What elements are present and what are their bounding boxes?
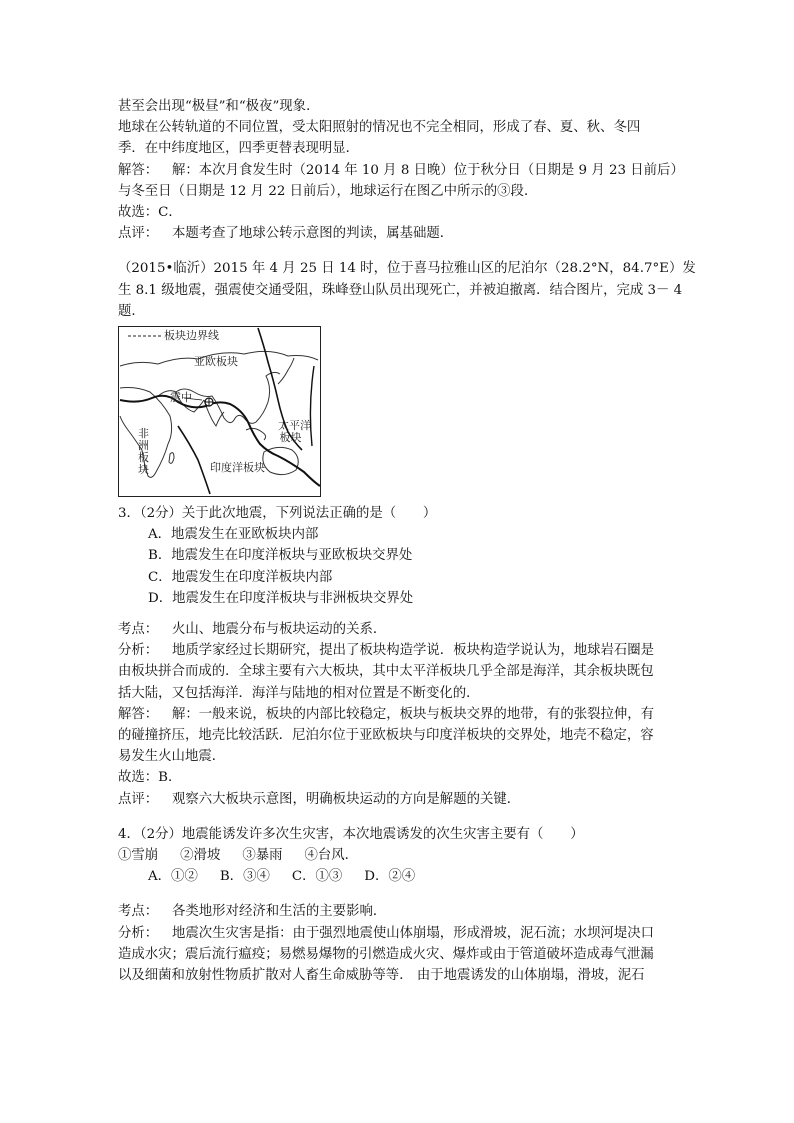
fenxi-line [118,640,678,661]
option-d: D．地震发生在印度洋板块与非洲板块交界处 [148,590,414,606]
jieda-label: 解答： [118,706,159,722]
option-a: A．地震发生在亚欧板块内部 [148,527,319,543]
item: ④台风． [304,848,359,864]
item: ①雪崩 [118,848,159,864]
pacific-plate-line: 板块 [279,431,302,445]
option-row [118,866,678,887]
fenxi-line: 括大陆，又包括海洋．海洋与陆地的相对位置是不断变化的． [118,685,480,701]
review-label: 点评： [118,791,159,807]
kaodian-line [118,901,678,922]
item: ③暴雨 [242,848,283,864]
african-plate-char: 非 [138,427,149,441]
text-line: 甚至会出现“极昼”和“极夜”现象． [118,99,320,114]
answer-text: 解：本次月食发生时（2014 年 10 月 8 日晚）位于秋分日（日期是 9 月 23 日前后） [172,162,684,178]
boundary-legend-label: 板块边界线 [164,329,219,343]
review-line [118,223,678,244]
answer-label: 解答： [118,162,159,178]
review-label: 点评： [118,226,159,242]
jieda-line: 的碰撞挤压，地壳比较活跃．尼泊尔位于亚欧板块与印度洋板块的交界处，地壳不稳定，容 [118,728,654,744]
kaodian-label: 考点： [118,904,159,920]
jieda-line [118,704,678,725]
review-text: 观察六大板块示意图，明确板块运动的方向是解题的关键． [172,791,521,807]
jieda-line: 易发生火山地震． [118,749,226,765]
epicenter-label: 震中 [170,391,192,405]
stem-line: （2015•临沂）2015 年 4 月 25 日 14 时，位于喜马拉雅山区的尼泊尔（28.2°N，84.7°E）发 [118,261,696,277]
fenxi-line: 由板块拼合而成的．全球主要有六大板块，其中太平洋板块几乎全部是海洋，其余板块既包 [118,664,654,680]
question-stem [118,258,696,322]
text-line: 地球在公转轨道的不同位置，受太阳照射的情况也不完全相同，形成了春、夏、秋、冬四 [118,120,641,136]
fenxi-text: 地震次生灾害是指：由于强烈地震使山体崩塌，形成滑坡，泥石流；水坝河堤决口 [172,925,655,941]
kaodian-label: 考点： [118,622,159,638]
plate-map-figure [118,326,321,497]
pacific-plate-line: 太平洋 [278,419,311,433]
stem-line: 生 8.1 级地震，强震使交通受阻，珠峰登山队员出现死亡，并被迫撤离．结合图片，完成 3－ 4 [118,282,683,298]
jieda-text: 解：一般来说，板块的内部比较稳定，板块与板块交界的地带，有的张裂拉伸，有 [172,706,655,722]
question-4 [118,824,678,986]
intro-paragraph [118,96,678,160]
eurasian-plate-label: 亚欧板块 [194,355,238,369]
option-b: B．地震发生在印度洋板块与亚欧板块交界处 [148,548,413,564]
fenxi-label: 分析： [118,925,159,941]
option-d: D．②④ [364,869,416,885]
option-a: A．①② [148,869,198,885]
answer-choice: 故选：B． [118,770,182,786]
question-text: 3．（2分）关于此次地震，下列说法正确的是（ ） [118,506,437,522]
pacific-plate-label [278,420,311,444]
indian-plate-label: 印度洋板块 [210,461,265,475]
african-plate-label [138,428,150,476]
kaodian-text: 各类地形对经济和生活的主要影响． [172,904,387,920]
text-line: 季．在中纬度地区，四季更替表现明显． [118,141,360,157]
fenxi-label: 分析： [118,643,159,659]
african-plate-char: 板 [138,451,149,465]
item-list [118,845,678,866]
fenxi-text: 地质学家经过长期研究，提出了板块构造学说．板块构造学说认为，地球岩石圈是 [172,643,655,659]
item: ②滑坡 [180,848,221,864]
kaodian-text: 火山、地震分布与板块运动的关系． [172,622,387,638]
fenxi-line [118,923,678,944]
answer-choice: 故选：C． [118,205,182,221]
fenxi-line: 造成水灾；震后流行瘟疫；易燃易爆物的引燃造成火灾、爆炸或由于管道破坏造成毒气泄漏 [118,946,654,962]
african-plate-char: 块 [138,463,149,477]
stem-line: 题． [118,303,145,319]
answer-line [118,160,684,181]
answer-line: 与冬至日（日期是 12 月 22 日前后），地球运行在图乙中所示的③段． [118,183,538,199]
question-3 [118,503,678,810]
review-line [118,789,678,810]
option-c: C．地震发生在印度洋板块内部 [148,569,333,585]
question-text: 4．（2分）地震能诱发许多次生灾害，本次地震诱发的次生灾害主要有（ ） [118,826,584,842]
prev-answer-block [118,160,684,245]
kaodian-line [118,619,678,640]
option-c: C．①③ [291,869,343,885]
fenxi-line: 以及细菌和放射性物质扩散对人畜生命威胁等等． 由于地震诱发的山体崩塌，滑坡，泥石 [118,968,645,984]
option-b: B．③④ [219,869,270,885]
african-plate-char: 洲 [138,439,149,453]
review-text: 本题考查了地球公转示意图的判读，属基础题． [172,226,454,242]
exam-page [118,96,696,986]
